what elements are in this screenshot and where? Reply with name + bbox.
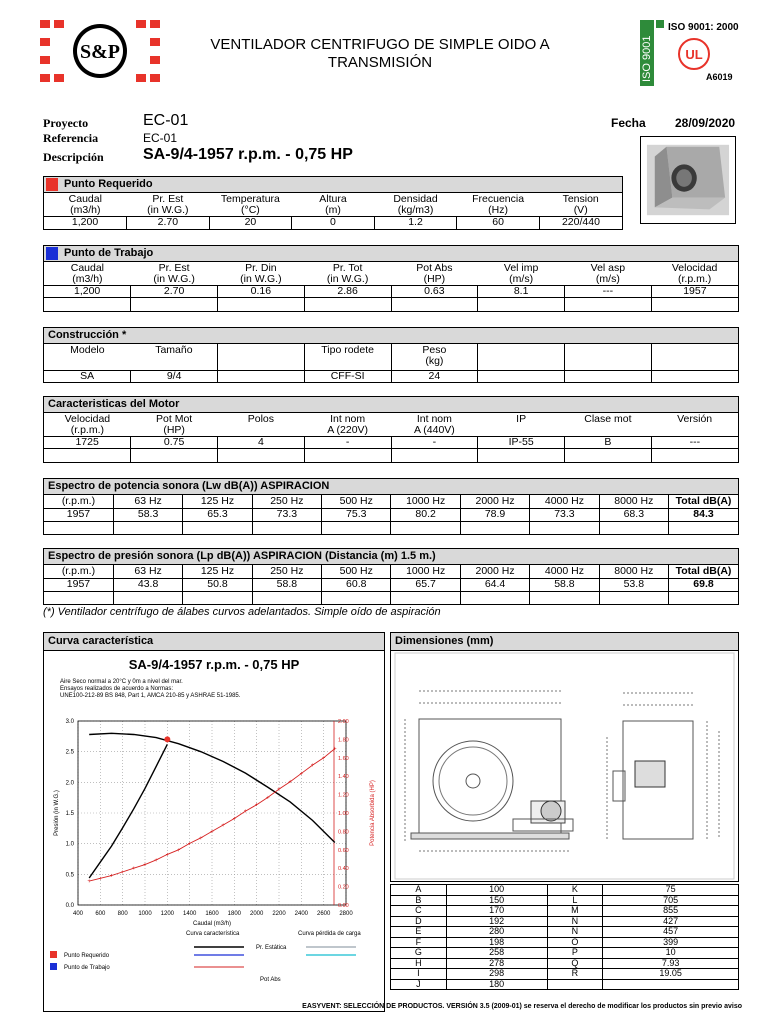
data-point-marker: +: [120, 869, 125, 876]
dim-cell: 399: [603, 937, 739, 948]
header-cell: Velocidad (r.p.m.): [671, 262, 718, 285]
dim-cell: H: [391, 958, 447, 969]
header-cell: Pr. Din (in W.G.): [240, 262, 282, 285]
header-cell: 63 Hz: [113, 565, 182, 578]
y-tick-label: 2.5: [65, 749, 74, 756]
data-point-marker: +: [132, 866, 136, 873]
y2-tick-label: 2.00: [338, 719, 349, 725]
header-cell: Tipo rodete: [321, 344, 374, 356]
data-point-marker: +: [321, 755, 326, 762]
y2-tick-label: 0.60: [338, 847, 349, 854]
header-cell: 250 Hz: [252, 565, 321, 578]
header-cell: Pr. Tot (in W.G.): [326, 262, 369, 285]
dim-cell: I: [391, 969, 447, 980]
dim-row: [391, 906, 739, 917]
data-point-marker: +: [288, 779, 292, 786]
header-cell: 500 Hz: [322, 495, 391, 508]
header-cell: Total dB(A): [675, 565, 732, 577]
header-cell: Tension (V): [562, 193, 599, 216]
value-cell: 2.70: [127, 217, 210, 229]
header-cell: 4000 Hz: [530, 565, 599, 578]
dim-cell: N: [547, 916, 603, 927]
dim-cell: 457: [603, 927, 739, 938]
value-cell: 80.2: [391, 508, 460, 521]
x-tick-label: 2800: [339, 911, 353, 917]
dim-cell: 150: [446, 895, 547, 906]
title-line-2: TRANSMISIÓN: [327, 54, 433, 71]
value-cell: [651, 370, 738, 382]
y2-tick-label: 0.00: [338, 903, 349, 909]
dim-cell: D: [391, 916, 447, 927]
x-tick-label: 2400: [294, 911, 309, 917]
data-point-marker: +: [243, 809, 248, 816]
data-point-marker: +: [187, 841, 192, 848]
dim-cell: 258: [446, 948, 547, 959]
value-cell: 58.3: [113, 508, 182, 521]
y2-tick-label: 1.00: [338, 811, 349, 817]
value-cell: 24: [391, 370, 478, 382]
value-cell: ---: [651, 437, 738, 449]
section-title: Punto Requerido: [64, 178, 153, 190]
header-cell: Caudal (m3/h): [68, 193, 102, 216]
value-cell: 0.16: [218, 286, 305, 298]
certification-badges: [640, 20, 744, 86]
dim-row: [391, 958, 739, 969]
value-cell: 1957: [44, 578, 113, 591]
value-cell: 1725: [44, 437, 131, 449]
section-title: Caracteristicas del Motor: [48, 398, 180, 410]
dim-cell: 855: [603, 906, 739, 917]
value-cell: 50.8: [183, 578, 252, 591]
x-tick-label: 2600: [316, 911, 331, 917]
y-tick-label: 1.0: [65, 841, 74, 848]
y2-tick-label: 1.60: [338, 755, 349, 762]
value-cell: 78.9: [460, 508, 529, 521]
dimensiones-table: [390, 884, 739, 990]
dim-cell: 75: [603, 885, 739, 896]
dim-cell: E: [391, 927, 447, 938]
x-tick-label: 2200: [272, 911, 286, 917]
y2-tick-label: 1.20: [338, 792, 349, 799]
value-cell: IP-55: [478, 437, 565, 449]
header-cell: [218, 344, 305, 370]
curva-panel: [43, 632, 385, 1012]
value-cell: 65.3: [183, 508, 252, 521]
blue-square-icon: [46, 247, 58, 260]
potencia-sonora-table: [44, 495, 738, 534]
value-cell: 73.3: [530, 508, 599, 521]
dim-cell: C: [391, 906, 447, 917]
construccion-table: [44, 344, 738, 382]
dim-row: [391, 979, 739, 990]
dim-cell: 298: [446, 969, 547, 980]
value-cell: 58.8: [530, 578, 599, 591]
referencia-value: EC-01: [143, 131, 178, 145]
value-cell: 0.63: [391, 286, 478, 298]
data-point-marker: +: [277, 787, 281, 794]
value-cell: CFF-SI: [304, 370, 391, 382]
data-point-marker: +: [154, 857, 158, 864]
value-cell: 73.3: [252, 508, 321, 521]
header-cell: [651, 344, 738, 370]
chart-note: Aire Seco normal a 20°C y 0m a nivel del mar.: [60, 679, 183, 685]
y-tick-label: 3.0: [65, 719, 74, 725]
data-point-marker: +: [98, 876, 103, 883]
value-cell: 9/4: [131, 370, 218, 382]
value-cell: 58.8: [252, 578, 321, 591]
y-tick-label: 2.0: [65, 780, 74, 787]
dimensiones-panel: [390, 632, 739, 882]
value-cell: 43.8: [113, 578, 182, 591]
fan-product-image: [640, 136, 736, 224]
x-tick-label: 2000: [249, 911, 264, 917]
value-cell: 0: [292, 217, 375, 229]
value-cell: [565, 370, 652, 382]
value-cell: SA: [44, 370, 131, 382]
footnote: (*) Ventilador centrífugo de álabes curvos adelantados. Simple oído de aspiración: [43, 606, 441, 618]
data-point-marker: +: [333, 746, 337, 753]
dim-cell: L: [547, 895, 603, 906]
value-cell: 64.4: [460, 578, 529, 591]
dimension-drawing: [391, 651, 738, 881]
legend-label: Pot Abs: [260, 977, 281, 983]
value-cell: 220/440: [539, 217, 622, 229]
value-cell: -: [391, 437, 478, 449]
ul-text: UL: [685, 47, 703, 62]
punto-requerido-table: [44, 193, 622, 229]
value-cell: ---: [565, 286, 652, 298]
dim-cell: F: [391, 937, 447, 948]
value-cell: 65.7: [391, 578, 460, 591]
dim-cell: K: [547, 885, 603, 896]
value-cell: 2.70: [131, 286, 218, 298]
referencia-label: Referencia: [43, 131, 99, 145]
header-cell: 250 Hz: [252, 495, 321, 508]
value-cell: 0.75: [131, 437, 218, 449]
title-line-1: VENTILADOR CENTRIFUGO DE SIMPLE OIDO A: [210, 36, 550, 53]
value-cell: -: [304, 437, 391, 449]
y-axis-label: Presión (in W.G.): [54, 790, 60, 836]
header-cell: Int nom A (440V): [413, 413, 455, 436]
x-tick-label: 1400: [182, 911, 197, 917]
header-cell: Vel asp (m/s): [590, 262, 626, 285]
dim-cell: J: [391, 979, 447, 990]
chart-note: Ensayos realizados de acuerdo a Normas:: [60, 686, 174, 692]
dim-cell: 180: [446, 979, 547, 990]
dim-row: [391, 948, 739, 959]
x-tick-label: 1000: [138, 911, 152, 917]
header-cell: Pot Abs (HP): [416, 262, 453, 285]
x-tick-label: 600: [95, 911, 106, 917]
dim-cell: P: [547, 948, 603, 959]
value-cell: 4: [218, 437, 305, 449]
dim-cell: 192: [446, 916, 547, 927]
legend-label: Punto de Trabajo: [64, 965, 110, 971]
value-cell: 1957: [651, 286, 738, 298]
presion-sonora-section: [43, 548, 739, 605]
x-tick-label: 1200: [160, 911, 175, 917]
cert-code: A6019: [706, 72, 733, 82]
data-point-marker: +: [143, 862, 147, 869]
dim-cell: 705: [603, 895, 739, 906]
header-cell: Temperatura (°C): [220, 193, 280, 216]
value-cell: 1,200: [44, 286, 131, 298]
dim-cell: 280: [446, 927, 547, 938]
header-cell: (r.p.m.): [44, 565, 113, 578]
data-point-marker: +: [176, 847, 181, 854]
data-point-marker: +: [232, 816, 237, 823]
footer-text: EASYVENT: SELECCIÓN DE PRODUCTOS. VERSIÓN 3.5 (2009-01) se reserva el derecho de modificar los productos sin previo aviso: [302, 1003, 742, 1010]
data-point-marker: +: [254, 802, 259, 809]
header-cell: 2000 Hz: [460, 495, 529, 508]
legend-label: Pr. Estática: [256, 945, 287, 951]
motor-table: [44, 413, 738, 462]
header-cell: Altura (m): [319, 193, 347, 216]
motor-section: [43, 396, 739, 463]
value-cell: 60.8: [322, 578, 391, 591]
dim-cell: 170: [446, 906, 547, 917]
header-cell: 8000 Hz: [599, 495, 668, 508]
proyecto-value: EC-01: [143, 112, 189, 129]
y2-tick-label: 1.80: [338, 737, 349, 744]
value-cell: 68.3: [599, 508, 668, 521]
header-cell: Densidad (kg/m3): [393, 193, 438, 216]
dim-cell: [547, 979, 603, 990]
header-cell: Caudal (m3/h): [70, 262, 105, 285]
iso-vertical-text: ISO 9001: [641, 35, 653, 82]
x-tick-label: 800: [117, 911, 128, 917]
performance-chart: [44, 651, 384, 1011]
potencia-sonora-section: [43, 478, 739, 535]
header-cell: Tamaño: [155, 344, 193, 356]
header-cell: Frecuencia (Hz): [472, 193, 525, 216]
chart-title: SA-9/4-1957 r.p.m. - 0,75 HP: [128, 657, 300, 672]
descripcion-label: Descripción: [43, 150, 104, 164]
legend-label: Curva pérdida de carga: [298, 931, 361, 937]
y2-tick-label: 1.40: [338, 774, 349, 781]
dim-cell: M: [547, 906, 603, 917]
x-axis-label: Caudal (m3/h): [192, 921, 232, 927]
data-point-marker: +: [87, 879, 91, 886]
dim-cell: 427: [603, 916, 739, 927]
dim-cell: 100: [446, 885, 547, 896]
section-title: Espectro de potencia sonora (Lw dB(A)) ASPIRACION: [48, 480, 330, 492]
y2-axis-label: Potencia Absorbida (HP): [370, 780, 376, 846]
header-cell: 1000 Hz: [391, 495, 460, 508]
blue-square-icon: [50, 963, 57, 970]
data-point-marker: +: [199, 835, 203, 842]
value-cell: 1,200: [44, 217, 127, 229]
value-cell: [218, 370, 305, 382]
data-point-marker: +: [299, 771, 304, 778]
header-cell: Polos: [247, 413, 274, 425]
dim-row: [391, 937, 739, 948]
fecha-label: Fecha: [611, 116, 646, 130]
dim-row: [391, 916, 739, 927]
section-title: Construcción *: [48, 329, 127, 341]
section-title: Espectro de presión sonora (Lp dB(A)) ASPIRACION (Distancia (m) 1.5 m.): [48, 550, 436, 562]
dim-cell: N: [547, 927, 603, 938]
header-cell: Pr. Est (in W.G.): [147, 193, 189, 216]
dim-row: [391, 895, 739, 906]
panel-title: Curva característica: [48, 635, 154, 647]
header-cell: Clase mot: [584, 413, 632, 425]
header-cell: 125 Hz: [183, 495, 252, 508]
legend-label: Punto Requerido: [64, 953, 110, 959]
value-cell: 75.3: [322, 508, 391, 521]
data-point-marker: +: [165, 852, 170, 859]
sp-logo: [40, 20, 160, 82]
construccion-section: [43, 327, 739, 383]
dim-cell: A: [391, 885, 447, 896]
value-cell: 1.2: [374, 217, 457, 229]
header-cell: 2000 Hz: [460, 565, 529, 578]
header-cell: Modelo: [70, 344, 105, 356]
dim-cell: 10: [603, 948, 739, 959]
total-cell: 69.8: [669, 578, 738, 591]
y2-tick-label: 0.40: [338, 866, 349, 873]
value-cell: 1957: [44, 508, 113, 521]
presion-sonora-table: [44, 565, 738, 604]
dim-cell: 7.93: [603, 958, 739, 969]
value-cell: 53.8: [599, 578, 668, 591]
value-cell: 60: [457, 217, 540, 229]
dim-cell: B: [391, 895, 447, 906]
y-tick-label: 1.5: [65, 811, 74, 817]
dim-cell: 278: [446, 958, 547, 969]
data-point-marker: +: [266, 795, 270, 802]
value-cell: 8.1: [478, 286, 565, 298]
punto-requerido-section: [43, 176, 623, 230]
dim-row: [391, 969, 739, 980]
data-point-marker: +: [221, 822, 225, 829]
dim-cell: [603, 979, 739, 990]
dim-cell: G: [391, 948, 447, 959]
data-point-marker: +: [310, 763, 315, 770]
dim-cell: R: [547, 969, 603, 980]
punto-trabajo-table: [44, 262, 738, 311]
punto-requerido-point: [164, 736, 170, 742]
x-tick-label: 1800: [227, 911, 242, 917]
header-cell: 4000 Hz: [530, 495, 599, 508]
header-cell: (r.p.m.): [44, 495, 113, 508]
y2-tick-label: 0.20: [338, 884, 349, 891]
dim-cell: 19.05: [603, 969, 739, 980]
header-cell: 1000 Hz: [391, 565, 460, 578]
value-cell: 2.86: [304, 286, 391, 298]
dim-row: [391, 885, 739, 896]
header-cell: [565, 344, 652, 370]
section-title: Punto de Trabajo: [64, 247, 154, 259]
data-point-marker: +: [109, 873, 114, 880]
dim-cell: Q: [547, 958, 603, 969]
header-cell: Velocidad (r.p.m.): [64, 413, 111, 436]
red-square-icon: [50, 951, 57, 958]
descripcion-value: SA-9/4-1957 r.p.m. - 0,75 HP: [143, 146, 353, 163]
header-cell: Pot Mot (HP): [156, 413, 193, 436]
header-cell: Vel imp (m/s): [503, 262, 539, 285]
punto-trabajo-section: [43, 245, 739, 312]
value-cell: 20: [209, 217, 292, 229]
y-tick-label: 0.5: [65, 872, 74, 879]
header-cell: 8000 Hz: [599, 565, 668, 578]
header-cell: Pr. Est (in W.G.): [153, 262, 195, 285]
proyecto-label: Proyecto: [43, 116, 89, 130]
data-point-marker: +: [210, 829, 214, 836]
dim-cell: O: [547, 937, 603, 948]
header-cell: Versión: [677, 413, 713, 425]
value-cell: B: [565, 437, 652, 449]
panel-title: Dimensiones (mm): [395, 635, 494, 647]
dim-row: [391, 927, 739, 938]
iso-text: ISO 9001: 2000: [668, 22, 739, 33]
red-square-icon: [46, 178, 58, 191]
document-title: [180, 36, 580, 72]
value-cell: [478, 370, 565, 382]
fecha-value: 28/09/2020: [675, 116, 736, 130]
logo-text: S&P: [80, 41, 120, 63]
header-cell: 63 Hz: [113, 495, 182, 508]
header-cell: Int nom A (220V): [327, 413, 369, 436]
header-cell: Peso (kg): [391, 344, 478, 370]
y2-tick-label: 0.80: [338, 829, 349, 836]
total-cell: 84.3: [669, 508, 738, 521]
header-cell: IP: [516, 413, 527, 425]
x-tick-label: 1600: [205, 911, 219, 917]
dim-cell: 198: [446, 937, 547, 948]
header-cell: 500 Hz: [322, 565, 391, 578]
header-cell: 125 Hz: [183, 565, 252, 578]
y-tick-label: 0.0: [65, 903, 74, 909]
legend-label: Curva característica: [186, 931, 240, 937]
header-cell: [478, 344, 565, 370]
header-cell: Total dB(A): [675, 495, 732, 507]
x-tick-label: 400: [72, 911, 84, 917]
chart-note: UNE100-212-89 BS 848, Part 1, AMCA 210-85 y ASHRAE 51-1985.: [60, 693, 241, 699]
